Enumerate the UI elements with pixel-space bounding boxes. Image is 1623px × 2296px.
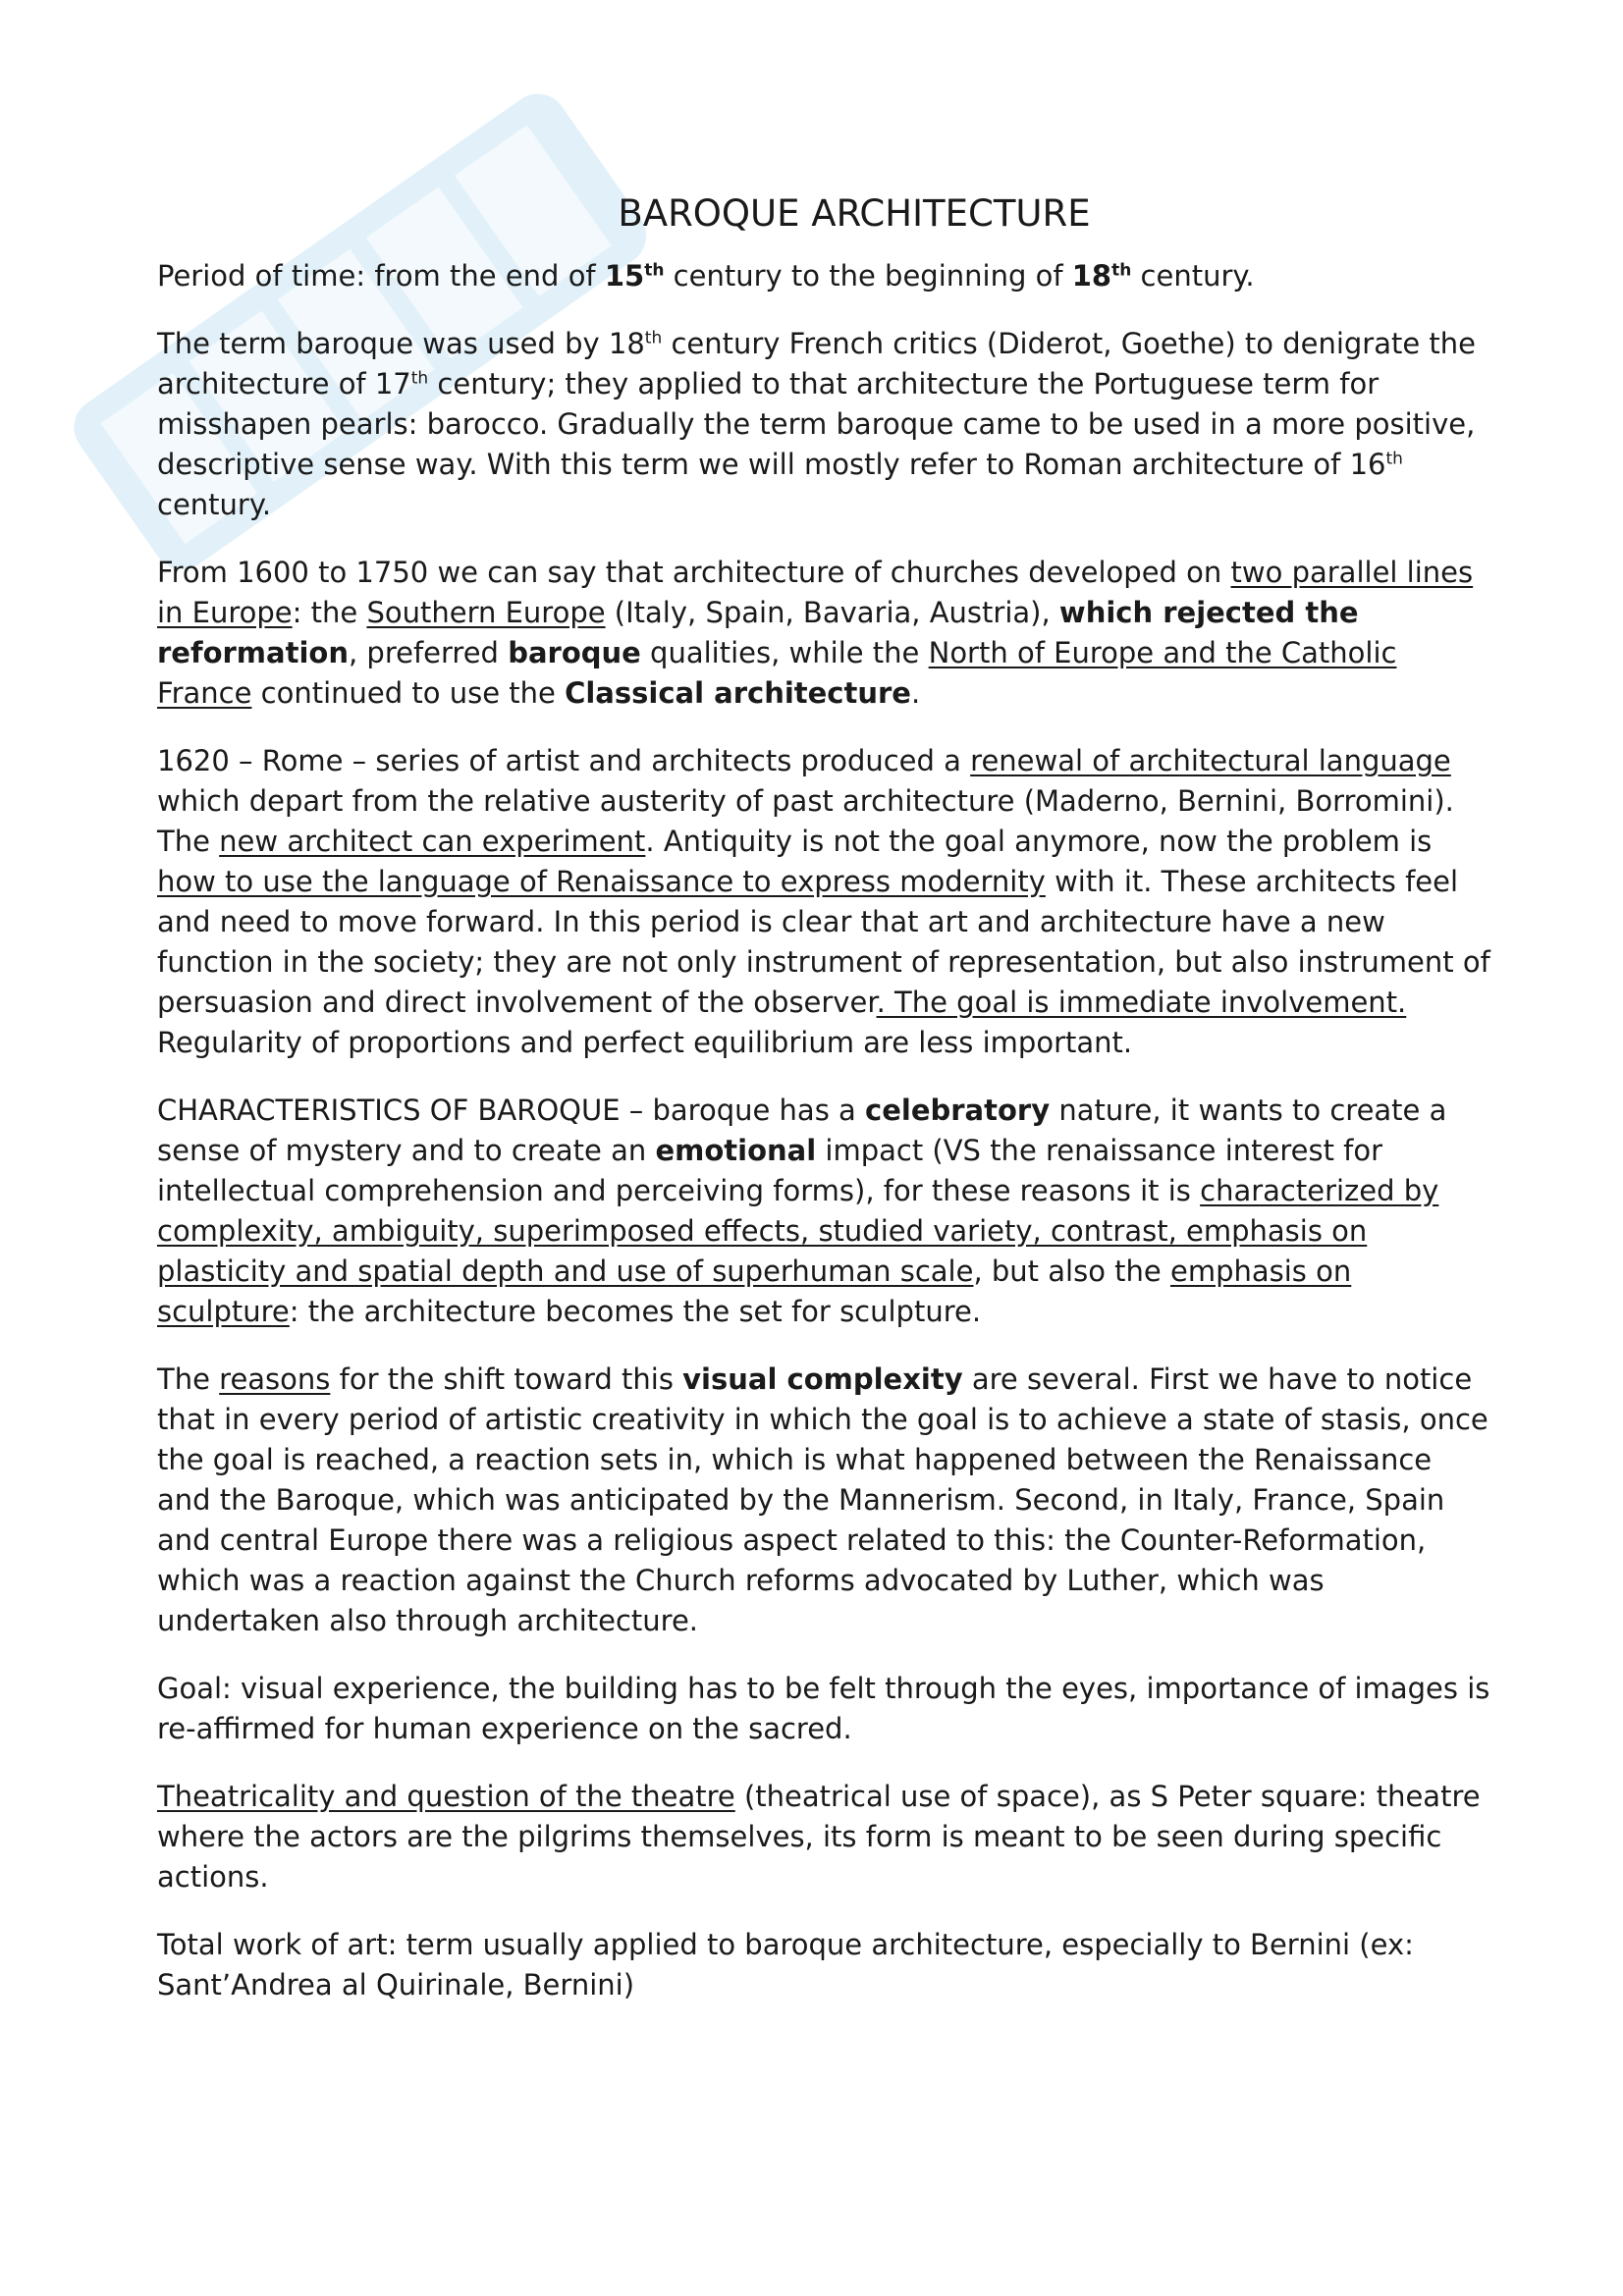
text-run: The	[157, 1362, 220, 1396]
bold-text: Classical architecture	[565, 676, 911, 710]
bold-text: baroque	[508, 636, 641, 669]
paragraph-reasons	[157, 1360, 1492, 1641]
text-run: , preferred	[348, 636, 509, 669]
text-run: : the architecture becomes the set for sculpture.	[289, 1295, 982, 1328]
text-run: qualities, while the	[640, 636, 929, 669]
underlined-text: characterized by complexity, ambiguity, superimposed effects, studied variety, contrast, emphasis on plasticity and spatial depth and use of superhuman scale	[157, 1174, 1439, 1288]
underlined-text: renewal of architectural language	[970, 744, 1451, 777]
underlined-text: two parallel lines in Europe	[157, 556, 1474, 629]
text-run: for the shift toward this	[330, 1362, 683, 1396]
superscript: th	[644, 328, 663, 348]
text-run: Regularity of proportions and perfect equilibrium are less important.	[157, 1026, 1133, 1059]
text-run: 1620 – Rome – series of artist and architects produced a	[157, 744, 971, 777]
paragraph-term	[157, 324, 1492, 525]
paragraph-total	[157, 1925, 1492, 2005]
paragraph-goal	[157, 1669, 1492, 1749]
text-run: which depart from the relative austerity of past architecture (Maderno, Bernini, Borromini). The	[157, 784, 1454, 858]
text-run: are several. First we have to notice that in every period of artistic creativity in which the goal is to achieve a state of stasis, once the goal is reached, a reaction sets in, which is what happened between the Renaissance and the Baroque, which was anticipated by the Mannerism. Second, in Italy, France, Spain and central Europe there was a religious aspect related to this: the Counter-Reformation, which was a reaction against the Church reforms advocated by Luther, which was undertaken also through architecture.	[157, 1362, 1488, 1637]
text-run: Goal: visual experience, the building has to be felt through the eyes, importance of images is re-affirmed for human experience on the sacred.	[157, 1672, 1490, 1745]
text-run: CHARACTERISTICS OF BAROQUE – baroque has a	[157, 1094, 866, 1127]
text-run: century to the beginning of	[664, 259, 1072, 293]
text-run: century; they applied to that architecture the Portuguese term for misshapen pearls: barocco. Gradually the term baroque came to be used in a more positive, descriptive sense way. With this term we will mostly refer to Roman architecture of 16	[157, 367, 1476, 481]
superscript: th	[1111, 260, 1132, 281]
underlined-text: new architect can experiment	[219, 825, 646, 858]
text-run: century French critics (Diderot, Goethe) to denigrate the architecture of 17	[157, 327, 1477, 400]
underlined-text: . The goal is immediate involvement.	[876, 986, 1407, 1019]
superscript: th	[410, 368, 429, 389]
text-run: nature, it wants to create a sense of mystery and to create an	[157, 1094, 1447, 1167]
text-run: with it. These architects feel and need to move forward. In this period is clear that art and architecture have a new function in the society; they are not only instrument of representation, but also instrument of persuasion and direct involvement of the observer	[157, 865, 1490, 1019]
paragraph-theatre	[157, 1777, 1492, 1897]
document-page	[157, 191, 1492, 2033]
superscript: th	[644, 260, 665, 281]
text-run: From 1600 to 1750 we can say that architecture of churches developed on	[157, 556, 1231, 589]
superscript: th	[1385, 449, 1403, 469]
underlined-text: North of Europe and the Catholic France	[157, 636, 1397, 710]
underlined-text: Theatricality and question of the theatre	[157, 1780, 735, 1813]
bold-text: visual complexity	[682, 1362, 963, 1396]
paragraph-characteristics	[157, 1091, 1492, 1332]
text-run: century.	[157, 488, 272, 521]
document-title: BAROQUE ARCHITECTURE	[618, 192, 1091, 235]
paragraph-europe	[157, 553, 1492, 714]
text-run: (theatrical use of space), as S Peter square: theatre where the actors are the pilgrims themselves, its form is meant to be seen during specific actions.	[157, 1780, 1481, 1894]
text-run: Period of time: from the end of	[157, 259, 605, 293]
text-run: (Italy, Spain, Bavaria, Austria),	[605, 596, 1059, 629]
bold-text: emotional	[655, 1134, 817, 1167]
text-run: The term baroque was used by 18	[157, 327, 645, 360]
paragraph-period	[157, 256, 1492, 296]
text-run: , but also the	[973, 1255, 1170, 1288]
underlined-text: Southern Europe	[366, 596, 606, 629]
text-run: .	[910, 676, 921, 710]
bold-text: which rejected the reformation	[157, 596, 1359, 669]
text-run: century.	[1131, 259, 1255, 293]
underlined-text: how to use the language of Renaissance to express modernity	[157, 865, 1046, 898]
text-run: . Antiquity is not the goal anymore, now the problem is	[645, 825, 1433, 858]
text-run: continued to use the	[251, 676, 566, 710]
text-run: : the	[292, 596, 367, 629]
bold-text: 15	[604, 259, 645, 293]
text-run: Total work of art: term usually applied to baroque architecture, especially to Bernini (ex: Sant’Andrea al Quirinale, Bernini)	[157, 1928, 1414, 2002]
underlined-text: reasons	[219, 1362, 331, 1396]
bold-text: 18	[1071, 259, 1112, 293]
paragraph-rome	[157, 741, 1492, 1063]
bold-text: celebratory	[865, 1094, 1051, 1127]
underlined-text: emphasis on sculpture	[157, 1255, 1352, 1328]
text-run: impact (VS the renaissance interest for intellectual comprehension and perceiving forms), for these reasons it is	[157, 1134, 1383, 1207]
